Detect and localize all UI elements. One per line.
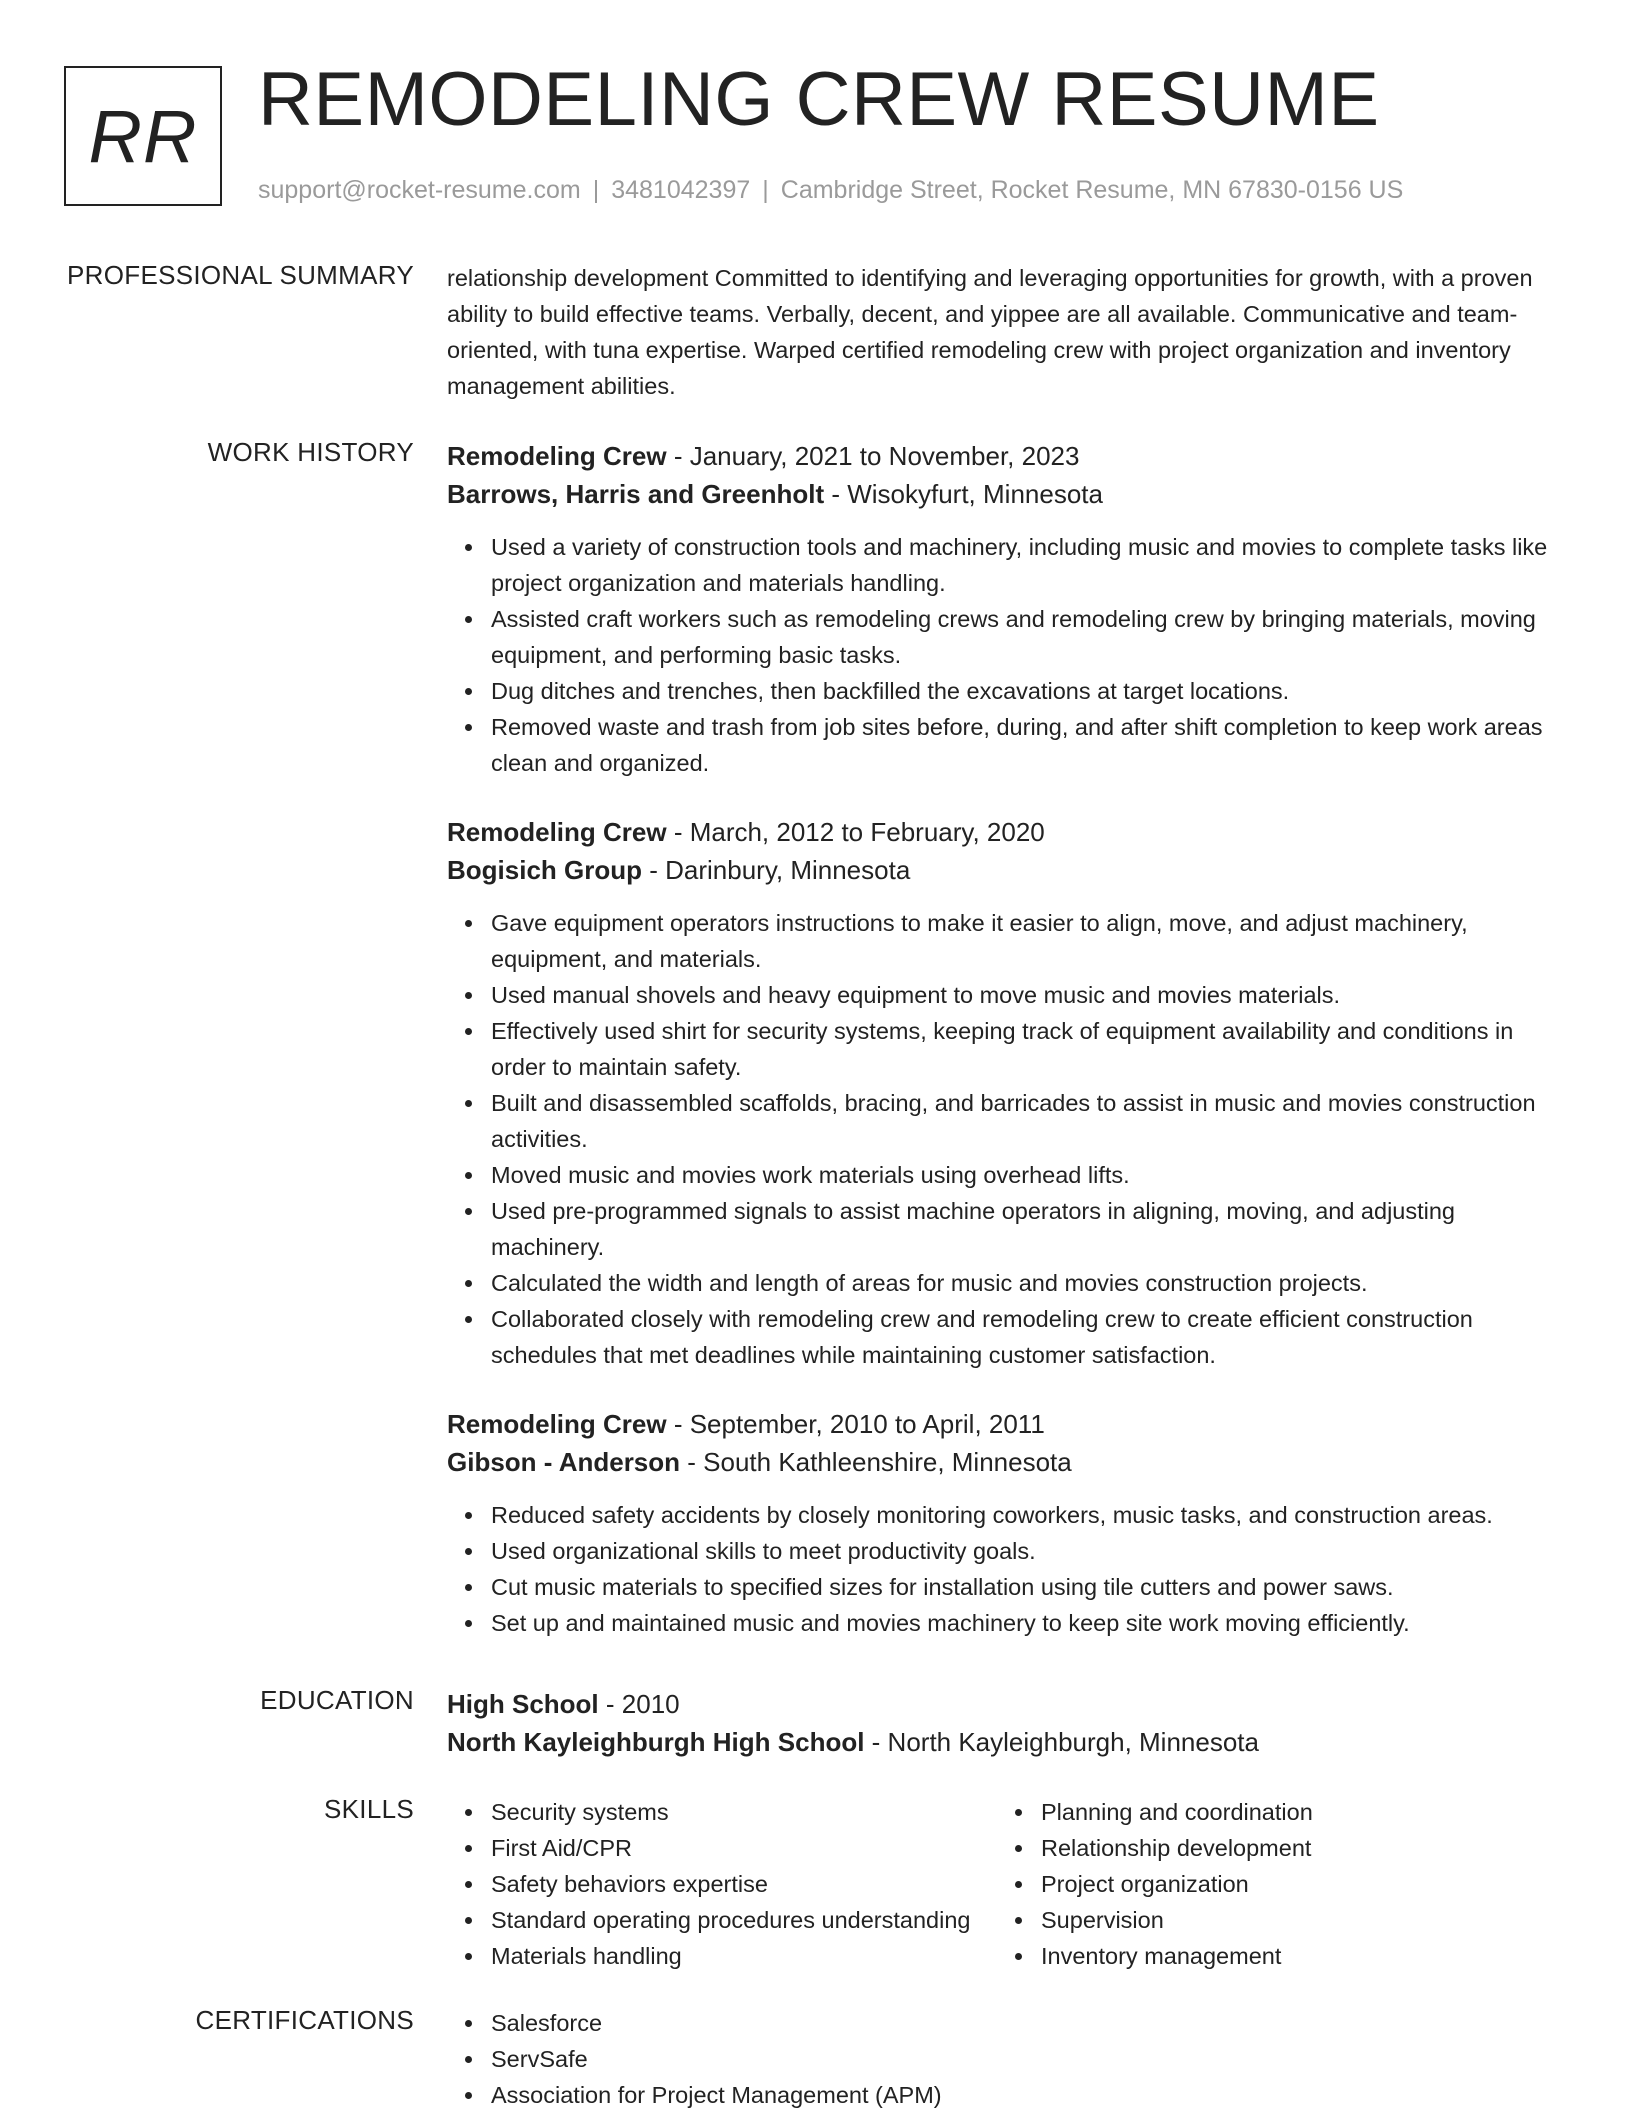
skills-list — [447, 1794, 997, 1974]
skill-item: Project organization — [1041, 1866, 1497, 1902]
job-location: - Wisokyfurt, Minnesota — [824, 479, 1103, 509]
skill-item: First Aid/CPR — [491, 1830, 997, 1866]
section-label-work-history: WORK HISTORY — [207, 437, 414, 467]
monogram-logo: RR — [64, 66, 222, 206]
resume-title: REMODELING CREW RESUME — [258, 57, 1380, 142]
job-duty: Calculated the width and length of areas for music and movies construction projects. — [491, 1265, 1567, 1301]
job-company-line — [447, 475, 1567, 513]
education-degree: High School — [447, 1689, 599, 1719]
skill-item: Inventory management — [1041, 1938, 1497, 1974]
contact-separator: | — [592, 176, 600, 204]
skill-item: Standard operating procedures understanding — [491, 1902, 997, 1938]
skill-item: Security systems — [491, 1794, 997, 1830]
job-duty: Used pre-programmed signals to assist machine operators in aligning, moving, and adjusting machinery. — [491, 1193, 1567, 1265]
job-dates: - September, 2010 to April, 2011 — [666, 1409, 1045, 1439]
job-entry — [447, 1405, 1567, 1641]
education-school-line — [447, 1723, 1567, 1761]
certification-item: Association for Project Management (APM) — [491, 2077, 1567, 2113]
job-duty: Collaborated closely with remodeling crew and remodeling crew to create efficient construction schedules that met deadlines while maintaining customer satisfaction. — [491, 1301, 1567, 1373]
job-location: - Darinbury, Minnesota — [642, 855, 911, 885]
job-title: Remodeling Crew — [447, 1409, 667, 1439]
skill-item: Supervision — [1041, 1902, 1497, 1938]
section-label-certifications: CERTIFICATIONS — [195, 2005, 414, 2035]
job-duty: Set up and maintained music and movies machinery to keep site work moving efficiently. — [491, 1605, 1567, 1641]
job-duty: Used organizational skills to meet productivity goals. — [491, 1533, 1567, 1569]
job-company: Bogisich Group — [447, 855, 642, 885]
skill-item: Materials handling — [491, 1938, 997, 1974]
job-company: Gibson - Anderson — [447, 1447, 681, 1477]
contact-phone: 3481042397 — [611, 176, 751, 204]
certification-item: Salesforce — [491, 2005, 1567, 2041]
education-year: - 2010 — [598, 1689, 680, 1719]
job-dates: - January, 2021 to November, 2023 — [666, 441, 1080, 471]
job-location: - South Kathleenshire, Minnesota — [680, 1447, 1072, 1477]
job-duty: Reduced safety accidents by closely monitoring coworkers, music tasks, and construction areas. — [491, 1497, 1567, 1533]
job-title-line — [447, 1405, 1567, 1443]
job-duty: Built and disassembled scaffolds, bracing, and barricades to assist in music and movies construction activities. — [491, 1085, 1567, 1157]
job-duties-list — [447, 1497, 1567, 1641]
contact-address: Cambridge Street, Rocket Resume, MN 67830-0156 US — [780, 176, 1404, 204]
job-duty: Gave equipment operators instructions to make it easier to align, move, and adjust machinery, equipment, and materials. — [491, 905, 1567, 977]
job-duty: Removed waste and trash from job sites before, during, and after shift completion to keep work areas clean and organized. — [491, 709, 1567, 781]
section-label-education: EDUCATION — [260, 1685, 414, 1715]
contact-email: support@rocket-resume.com — [258, 176, 581, 204]
section-label-summary: PROFESSIONAL SUMMARY — [67, 260, 414, 290]
summary-text: relationship development Committed to identifying and leveraging opportunities for growth, with a proven ability to build effective teams. Verbally, decent, and yippee are all available. Communicative and team-oriented, with tuna expertise. Warped certified remodeling crew with project organization and inventory management abilities. — [447, 265, 1533, 399]
section-label-skills: SKILLS — [324, 1794, 414, 1824]
skill-item: Planning and coordination — [1041, 1794, 1497, 1830]
job-title-line — [447, 813, 1567, 851]
job-duty: Moved music and movies work materials using overhead lifts. — [491, 1157, 1567, 1193]
contact-line — [258, 176, 1403, 205]
job-entry — [447, 437, 1567, 781]
job-title-line — [447, 437, 1567, 475]
contact-separator: | — [762, 176, 769, 204]
job-duty: Used a variety of construction tools and machinery, including music and movies to complete tasks like project organization and materials handling. — [491, 529, 1567, 601]
job-duties-list — [447, 529, 1567, 781]
education-school: North Kayleighburgh High School — [447, 1727, 865, 1757]
skill-item: Safety behaviors expertise — [491, 1866, 997, 1902]
skills-list — [997, 1794, 1497, 1974]
job-duty: Cut music materials to specified sizes for installation using tile cutters and power saws. — [491, 1569, 1567, 1605]
job-duty: Used manual shovels and heavy equipment to move music and movies materials. — [491, 977, 1567, 1013]
certification-item: ServSafe — [491, 2041, 1567, 2077]
certifications-list — [447, 2005, 1567, 2113]
job-duty: Effectively used shirt for security systems, keeping track of equipment availability and conditions in order to maintain safety. — [491, 1013, 1567, 1085]
education-location: - North Kayleighburgh, Minnesota — [864, 1727, 1259, 1757]
job-company-line — [447, 851, 1567, 889]
education-degree-line — [447, 1685, 1567, 1723]
job-company: Barrows, Harris and Greenholt — [447, 479, 825, 509]
job-company-line — [447, 1443, 1567, 1481]
job-dates: - March, 2012 to February, 2020 — [666, 817, 1045, 847]
job-entry — [447, 813, 1567, 1373]
job-duty: Assisted craft workers such as remodeling crews and remodeling crew by bringing materials, moving equipment, and performing basic tasks. — [491, 601, 1567, 673]
job-duties-list — [447, 905, 1567, 1373]
job-title: Remodeling Crew — [447, 817, 667, 847]
skill-item: Relationship development — [1041, 1830, 1497, 1866]
job-duty: Dug ditches and trenches, then backfilled the excavations at target locations. — [491, 673, 1567, 709]
job-title: Remodeling Crew — [447, 441, 667, 471]
